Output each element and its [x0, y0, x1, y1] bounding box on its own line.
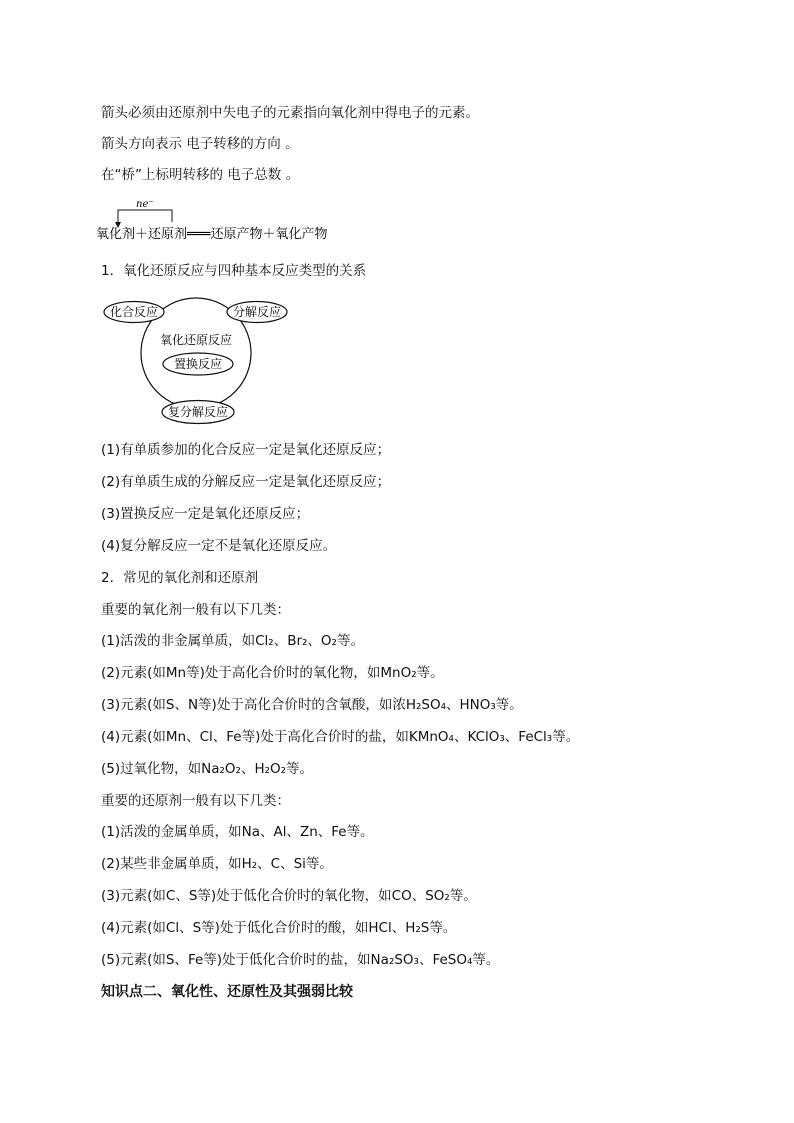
reductant-item-1: (1)活泼的金属单质，如Na、Al、Zn、Fe等。	[101, 824, 374, 840]
intro-line-2: 箭头方向表示 电子转移的方向 。	[101, 136, 299, 152]
section3-title: 知识点二、氧化性、还原性及其强弱比较	[101, 984, 353, 1000]
reductant-item-3: (3)元素(如C、S等)处于低化合价时的氧化物，如CO、SO₂等。	[101, 888, 477, 904]
combination-label: 化合反应	[109, 305, 159, 319]
decomposition-label: 分解反应	[232, 305, 282, 319]
oxidant-item-2: (2)元素(如Mn等)处于高化合价时的氧化物，如MnO₂等。	[101, 665, 444, 681]
section2-title: 2．常见的氧化剂和还原剂	[101, 570, 259, 586]
oxidants-intro: 重要的氧化剂一般有以下几类：	[101, 602, 290, 618]
intro-line-1: 箭头必须由还原剂中失电子的元素指向氧化剂中得电子的元素。	[101, 105, 479, 121]
section1-title: 1．氧化还原反应与四种基本反应类型的关系	[101, 263, 367, 279]
transfer-arrow-line	[118, 210, 172, 226]
section1-item-3: (3)置换反应一定是氧化还原反应；	[101, 506, 310, 522]
oxidant-item-4: (4)元素(如Mn、Cl、Fe等)处于高化合价时的盐，如KMnO₄、KClO₃、FeCl₃等。	[101, 729, 580, 745]
ne-label: ne⁻	[136, 199, 154, 210]
section1-item-2: (2)有单质生成的分解反应一定是氧化还原反应；	[101, 474, 391, 490]
reductant-item-5: (5)元素(如S、Fe等)处于低化合价时的盐，如Na₂SO₃、FeSO₄等。	[101, 952, 500, 968]
reductant-item-2: (2)某些非金属单质，如H₂、C、Si等。	[101, 856, 333, 872]
equation-text: 氧化剂＋还原剂═══还原产物＋氧化产物	[96, 227, 328, 242]
oxidant-item-3: (3)元素(如S、N等)处于高化合价时的含氧酸，如浓H₂SO₄、HNO₃等。	[101, 697, 523, 713]
displacement-label: 置换反应	[173, 357, 223, 371]
electron-transfer-diagram	[96, 194, 376, 244]
reductants-intro: 重要的还原剂一般有以下几类：	[101, 793, 290, 809]
reaction-type-venn-diagram	[100, 294, 300, 430]
reductant-item-4: (4)元素(如Cl、S等)处于低化合价时的酸，如HCl、H₂S等。	[101, 920, 457, 936]
oxidant-item-5: (5)过氧化物，如Na₂O₂、H₂O₂等。	[101, 761, 314, 777]
redox-label: 氧化还原反应	[159, 333, 233, 347]
intro-line-3: 在“桥”上标明转移的 电子总数 。	[101, 167, 300, 183]
section1-item-4: (4)复分解反应一定不是氧化还原反应。	[101, 538, 337, 554]
double-displacement-label: 复分解反应	[167, 405, 229, 419]
section1-item-1: (1)有单质参加的化合反应一定是氧化还原反应；	[101, 442, 391, 458]
oxidant-item-1: (1)活泼的非金属单质，如Cl₂、Br₂、O₂等。	[101, 633, 364, 649]
